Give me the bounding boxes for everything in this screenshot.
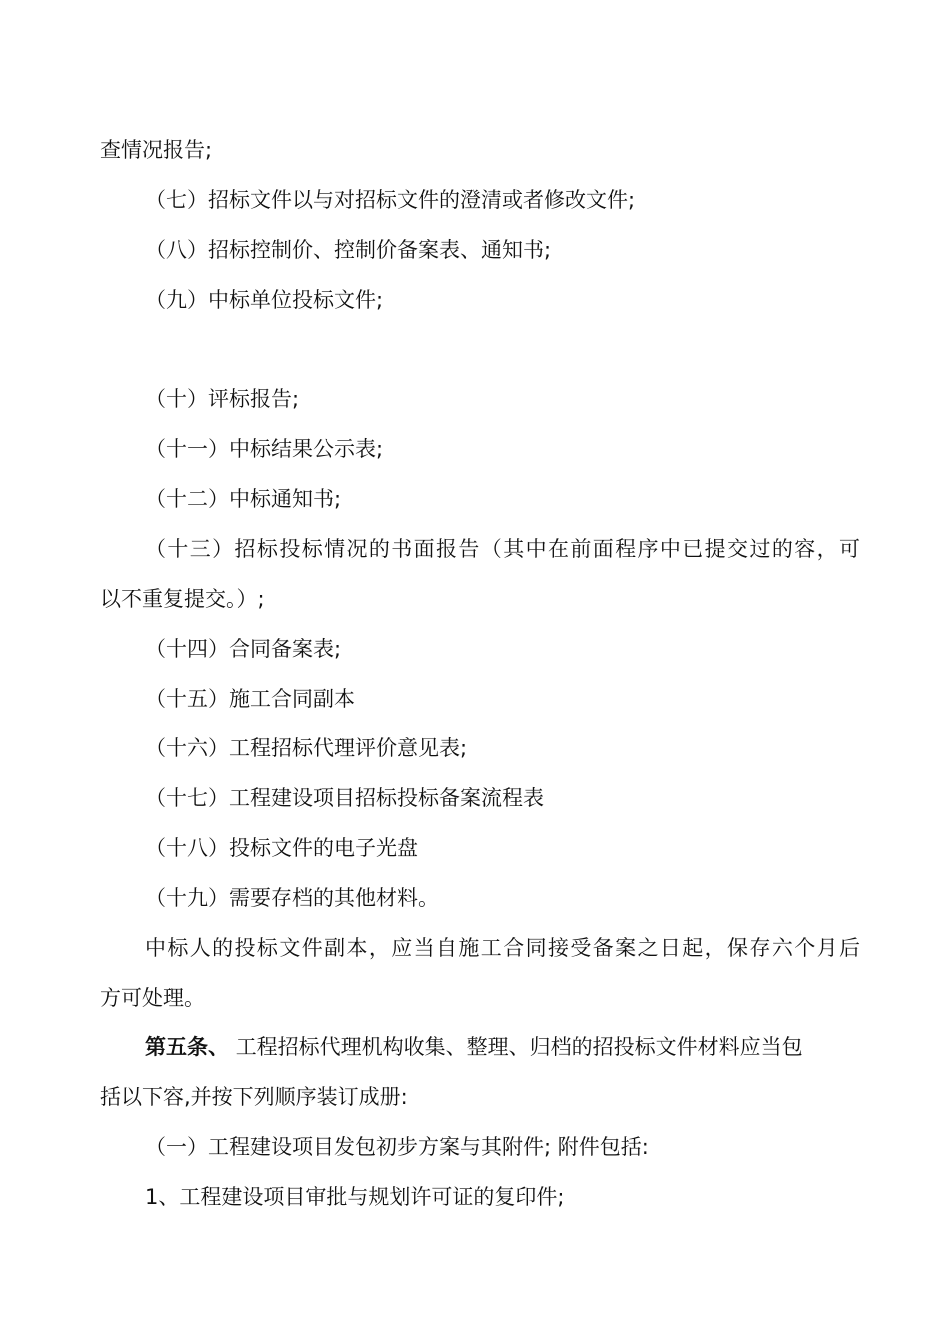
article-text: 工程招标代理机构收集、整理、归档的招投标文件材料应当包 xyxy=(235,1035,803,1059)
text-line: 以不重复提交。）; xyxy=(100,587,265,611)
list-item: （十）评标报告; xyxy=(145,387,300,411)
article-heading: 第五条、 xyxy=(145,1035,229,1059)
text-line: 查情况报告; xyxy=(100,138,213,162)
list-item: （十五）施工合同副本 xyxy=(145,687,355,711)
paragraph-line: 括以下容,并按下列顺序装订成册: xyxy=(100,1085,408,1109)
list-item: （十七）工程建设项目招标投标备案流程表 xyxy=(145,786,544,810)
list-item: （十一）中标结果公示表; xyxy=(145,437,384,461)
list-item: （九）中标单位投标文件; xyxy=(145,288,384,312)
article-line xyxy=(145,1032,860,1062)
list-item: （十四）合同备案表; xyxy=(145,637,342,661)
list-item: （八）招标控制价、控制价备案表、通知书; xyxy=(145,238,552,262)
paragraph-line: 方可处理。 xyxy=(100,986,205,1010)
list-item: （十九）需要存档的其他材料。 xyxy=(145,886,439,910)
list-item: 1、工程建设项目审批与规划许可证的复印件; xyxy=(145,1185,565,1209)
list-item: （七）招标文件以与对招标文件的澄清或者修改文件; xyxy=(145,188,636,212)
list-item: （十八）投标文件的电子光盘 xyxy=(145,836,418,860)
list-item: （十二）中标通知书; xyxy=(145,487,342,511)
paragraph-line: 中标人的投标文件副本，应当自施工合同接受备案之日起，保存六个月后 xyxy=(145,936,860,960)
list-item: （十六）工程招标代理评价意见表; xyxy=(145,736,468,760)
list-item: （十三）招标投标情况的书面报告（其中在前面程序中已提交过的容，可 xyxy=(145,537,860,561)
list-item: （一）工程建设项目发包初步方案与其附件; 附件包括: xyxy=(145,1135,649,1159)
